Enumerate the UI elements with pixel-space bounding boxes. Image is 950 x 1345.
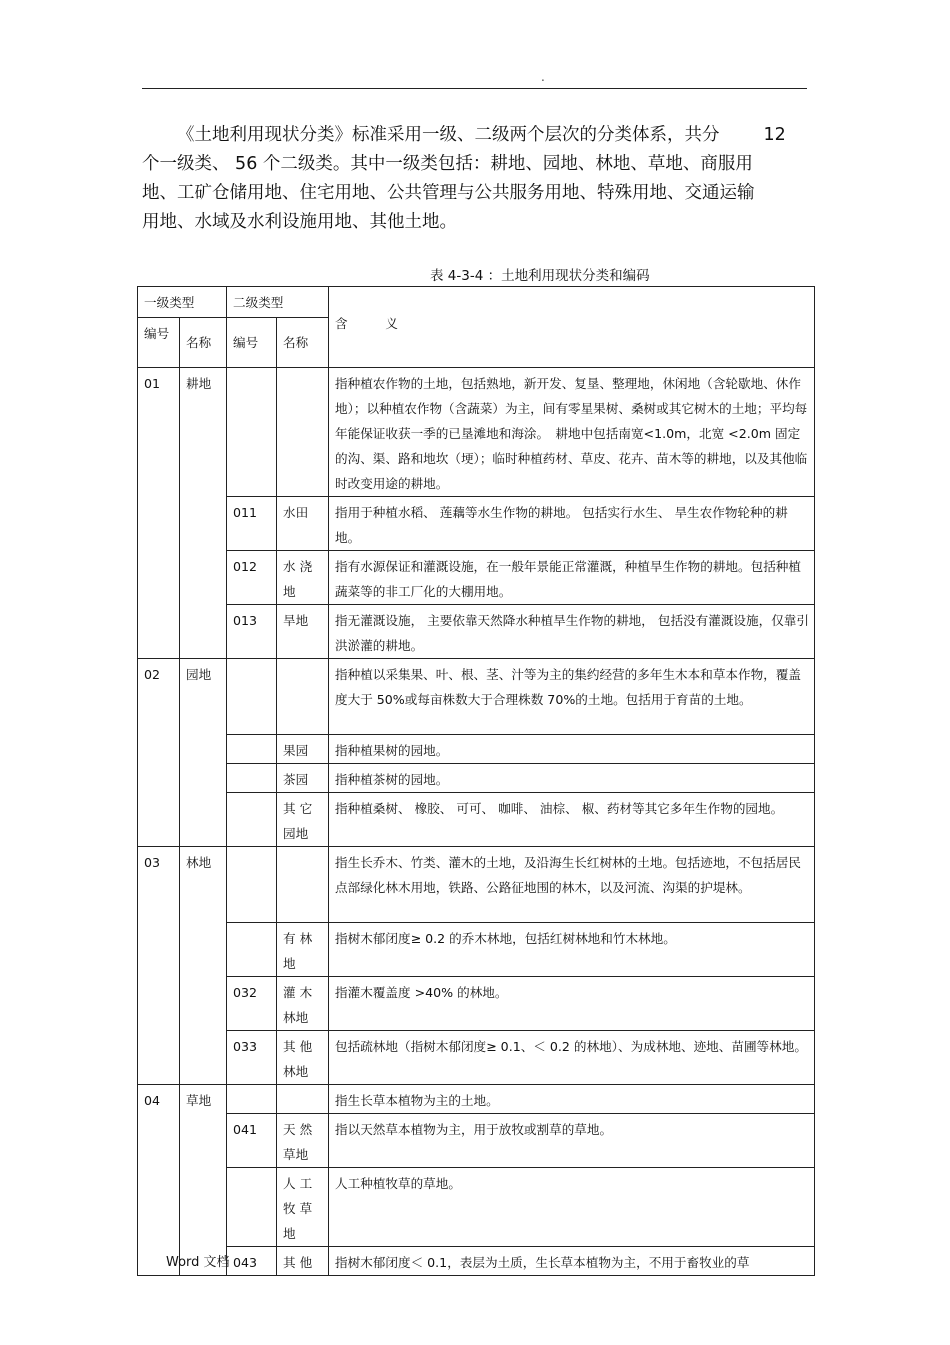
row-code1: 03 [138,847,180,1085]
row-meaning: 指有水源保证和灌溉设施，在一般年景能正常灌溉，种植旱生作物的耕地。包括种植蔬菜等的非工厂化的大棚用地。 [329,551,815,605]
row-code2: 043 [227,1247,277,1276]
intro-line-4: 用地、水域及水利设施用地、其他土地。 [142,212,457,232]
row-name2: 其 它 园地 [277,793,329,847]
page-mark: . [541,70,545,84]
row-meaning: 指以天然草本植物为主，用于放牧或割草的草地。 [329,1114,815,1168]
row-code2 [227,847,277,923]
intro-paragraph [142,121,822,237]
row-name2 [277,1085,329,1114]
intro-line-3: 地、工矿仓储用地、住宅用地、公共管理与公共服务用地、特殊用地、交通运输 [142,183,755,203]
row-meaning: 人工种植牧草的草地。 [329,1168,815,1247]
row-name1: 园地 [180,659,227,847]
header-code2: 编号 [227,318,277,368]
row-meaning: 指无灌溉设施， 主要依靠天然降水种植旱生作物的耕地， 包括没有灌溉设施，仅靠引洪淤灌的耕地。 [329,605,815,659]
row-name2: 其 他 [277,1247,329,1276]
row-code2 [227,923,277,977]
row-code2: 012 [227,551,277,605]
row-meaning: 指种植果树的园地。 [329,735,815,764]
header-name2: 名称 [277,318,329,368]
row-meaning: 指种植桑树、 橡胶、 可可、 咖啡、 油棕、 椒、药材等其它多年生作物的园地。 [329,793,815,847]
row-code2 [227,735,277,764]
row-name2: 灌 木 林地 [277,977,329,1031]
row-meaning: 指用于种植水稻、 莲藕等水生作物的耕地。 包括实行水生、 旱生农作物轮种的耕地。 [329,497,815,551]
row-code2 [227,368,277,497]
row-code2 [227,1085,277,1114]
intro-line-1-number: 12 [763,125,786,145]
row-meaning: 指生长乔木、竹类、灌木的土地，及沿海生长红树林的土地。包括迹地，不包括居民点部绿化林木用地，铁路、公路征地围的林木，以及河流、沟渠的护堤林。 [329,847,815,923]
land-classification-table [137,286,815,1276]
row-name2: 天 然 草地 [277,1114,329,1168]
row-meaning: 指树木郁闭度＜ 0.1，表层为土质，生长草本植物为主，不用于畜牧业的草 [329,1247,815,1276]
row-meaning: 指种植农作物的土地，包括熟地，新开发、复垦、整理地，休闲地（含轮歇地、休作地）；以种植农作物（含蔬菜）为主，间有零星果树、桑树或其它树木的土地；平均每年能保证收获一季的已垦滩地和海涂。 耕地中包括南宽<1.0m，北宽 <2.0m 固定的沟、渠、路和地坎（埂）；临时种植药材、草皮、花卉、苗木等的耕地，以及其他临时改变用途的耕地。 [329,368,815,497]
row-code2 [227,793,277,847]
row-code2: 013 [227,605,277,659]
header-code1: 编号 [138,318,180,368]
row-name2: 人 工 牧 草 地 [277,1168,329,1247]
row-name2: 有 林 地 [277,923,329,977]
row-code1: 02 [138,659,180,847]
row-name1: 草地 [180,1085,227,1276]
header-name1: 名称 [180,318,227,368]
row-meaning: 指生长草本植物为主的土地。 [329,1085,815,1114]
table-caption: 表 4-3-4 ：土地利用现状分类和编码 [430,268,650,284]
row-code1: 01 [138,368,180,659]
row-code2: 033 [227,1031,277,1085]
row-meaning: 指灌木覆盖度 >40% 的林地。 [329,977,815,1031]
row-meaning: 包括疏林地（指树木郁闭度≥ 0.1、＜ 0.2 的林地）、为成林地、迹地、苗圃等林地。 [329,1031,815,1085]
intro-line-1 [142,121,822,150]
header-level1: 一级类型 [138,287,227,318]
row-code2: 041 [227,1114,277,1168]
header-rule [142,88,807,89]
row-name2: 果园 [277,735,329,764]
row-name2 [277,368,329,497]
row-name2: 旱地 [277,605,329,659]
header-level2: 二级类型 [227,287,329,318]
intro-line-2: 个一级类、 56 个二级类。其中一级类包括：耕地、园地、林地、草地、商服用 [142,154,753,174]
row-name2 [277,847,329,923]
row-meaning: 指树木郁闭度≥ 0.2 的乔木林地，包括红树林地和竹木林地。 [329,923,815,977]
intro-line-1-text: 《土地利用现状分类》标准采用一级、二级两个层次的分类体系，共分 [177,125,720,145]
row-code2: 032 [227,977,277,1031]
row-code2 [227,764,277,793]
row-meaning: 指种植茶树的园地。 [329,764,815,793]
row-name2: 茶园 [277,764,329,793]
row-code2 [227,659,277,735]
row-code2: 011 [227,497,277,551]
row-name2 [277,659,329,735]
row-code2 [227,1168,277,1247]
row-name1: 耕地 [180,368,227,659]
row-name2: 水 浇 地 [277,551,329,605]
row-name1: 林地 [180,847,227,1085]
row-code1: 04 [138,1085,180,1276]
row-name2: 其 他 林地 [277,1031,329,1085]
page-footer: Word 文档 [166,1255,230,1270]
row-meaning: 指种植以采集果、叶、根、茎、汁等为主的集约经营的多年生木本和草本作物，覆盖度大于 50%或每亩株数大于合理株数 70%的土地。包括用于育苗的土地。 [329,659,815,735]
header-meaning: 含 义 [329,287,815,368]
row-name2: 水田 [277,497,329,551]
